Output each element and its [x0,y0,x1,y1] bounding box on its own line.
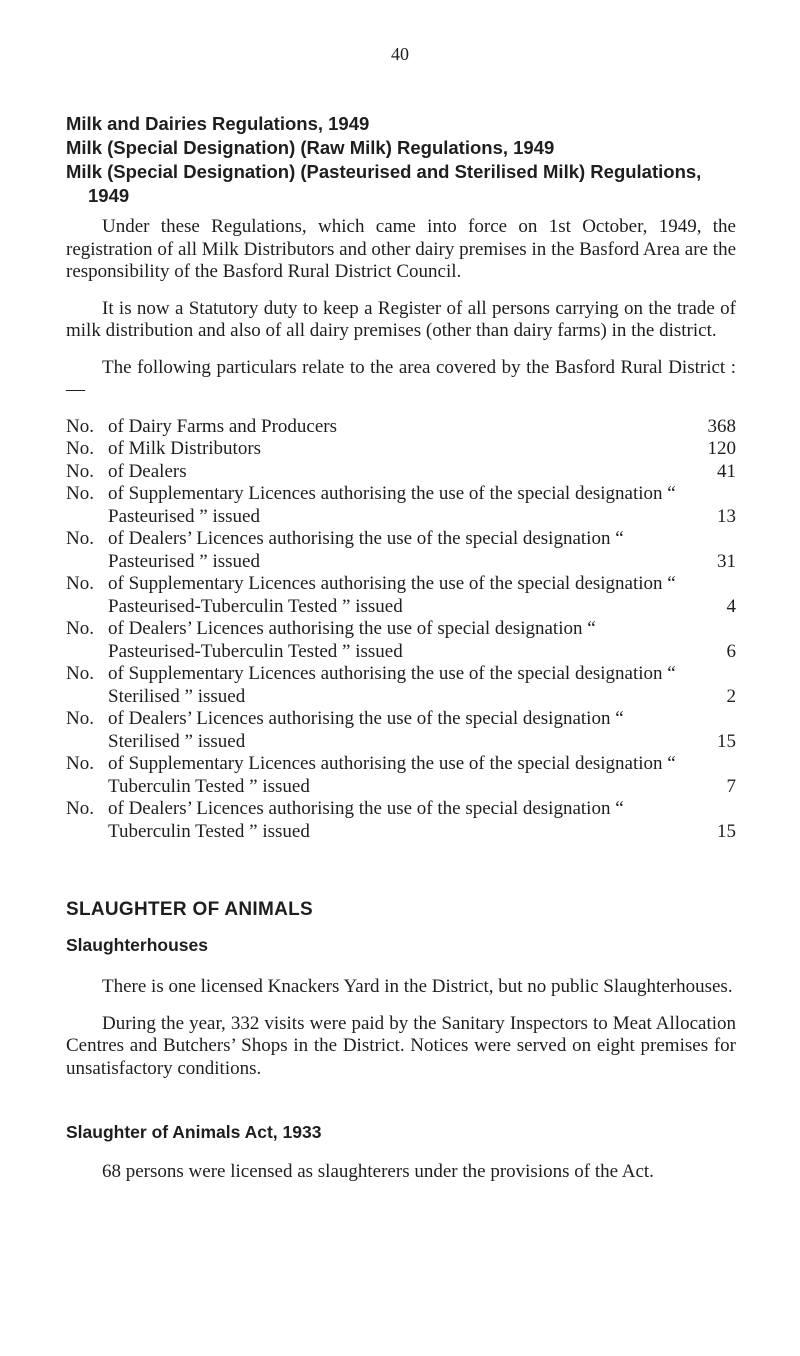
list-item-text: of Supplementary Licences authorising the use of the special designation “ Sterilised ” issued [108,663,676,707]
subsection-title-slaughterhouses: Slaughterhouses [66,935,208,955]
list-item-no: No. [66,528,94,549]
list-item [66,438,736,461]
list-item-text: of Milk Distributors [108,438,262,459]
list-item-value: 368 [707,415,736,437]
list-item [66,461,736,484]
list-item-no: No. [66,708,94,729]
list-item-value: 15 [717,730,736,752]
slaughter-paragraph-1: There is one licensed Knackers Yard in the District, but no public Slaughterhouses. [102,976,733,997]
list-item-text: of Supplementary Licences authorising the use of the special designation “ Tuberculin Tested ” issued [108,753,676,797]
list-item-no: No. [66,573,94,594]
list-item-value: 4 [726,595,736,617]
list-item-text: of Dealers’ Licences authorising the use of the special designation “ Tuberculin Tested ” issued [108,798,624,842]
list-item [66,483,736,528]
list-item-value: 31 [717,550,736,572]
list-item-text: of Dealers’ Licences authorising the use of the special designation “ Sterilised ” issued [108,708,624,752]
act-paragraph: 68 persons were licensed as slaughterers under the provisions of the Act. [102,1161,654,1182]
list-item-no: No. [66,798,94,819]
intro-paragraph-2: It is now a Statutory duty to keep a Register of all persons carrying on the trade of milk distribution and also of all dairy premises (other than dairy farms) in the district. [66,297,736,341]
page-number: 40 [391,44,409,64]
list-item-no: No. [66,415,94,437]
list-item-value: 15 [717,820,736,842]
intro-paragraph-3: The following particulars relate to the area covered by the Basford Rural District :— [66,356,736,400]
list-item-value: 2 [726,685,736,707]
heading-milk-dairies: Milk and Dairies Regulations, 1949 [66,113,370,134]
document-body [66,112,736,1184]
list-item-text: of Dealers’ Licences authorising the use of the special designation “ Pasteurised ” issued [108,528,624,572]
slaughter-paragraph-2: During the year, 332 visits were paid by the Sanitary Inspectors to Meat Allocation Centres and Butchers’ Shops in the District. Notices were served on eight premises for unsatisfactory conditions. [66,1012,736,1079]
list-item-no: No. [66,663,94,684]
list-item-value: 41 [717,460,736,482]
list-item-value: 13 [717,505,736,527]
list-item-no: No. [66,438,94,459]
list-item [66,708,736,753]
list-item [66,663,736,708]
list-item-value: 120 [707,438,736,459]
list-item [66,573,736,618]
list-item [66,753,736,798]
list-item-value: 6 [726,640,736,662]
heading-pasteurised-sterilised: Milk (Special Designation) (Pasteurised and Sterilised Milk) Regulations, 1949 [66,161,702,206]
section-title-slaughter: SLAUGHTER OF ANIMALS [66,899,314,920]
list-item [66,618,736,663]
particulars-list [66,416,736,844]
list-item-text: of Dealers [108,460,187,482]
list-item-no: No. [66,483,94,504]
heading-raw-milk: Milk (Special Designation) (Raw Milk) Regulations, 1949 [66,137,555,158]
intro-paragraph-1: Under these Regulations, which came into force on 1st October, 1949, the registration of all Milk Distributors and other dairy premises in the Basford Area are the responsibility of the Basford Rural District Council. [66,216,736,282]
list-item-text: of Dealers’ Licences authorising the use of special designation “ Pasteurised-Tuberculin Tested ” issued [108,618,596,662]
subsection-title-act: Slaughter of Animals Act, 1933 [66,1122,322,1142]
list-item-text: of Dairy Farms and Producers [108,415,338,437]
list-item-value: 7 [726,775,736,797]
list-item-text: of Supplementary Licences authorising the use of the special designation “ Pasteurised-Tuberculin Tested ” issued [108,573,676,617]
list-item [66,528,736,573]
list-item-text: of Supplementary Licences authorising the use of the special designation “ Pasteurised ” issued [108,483,676,527]
list-item-no: No. [66,460,94,482]
list-item [66,416,736,439]
list-item-no: No. [66,618,94,639]
list-item-no: No. [66,753,94,774]
list-item [66,798,736,843]
